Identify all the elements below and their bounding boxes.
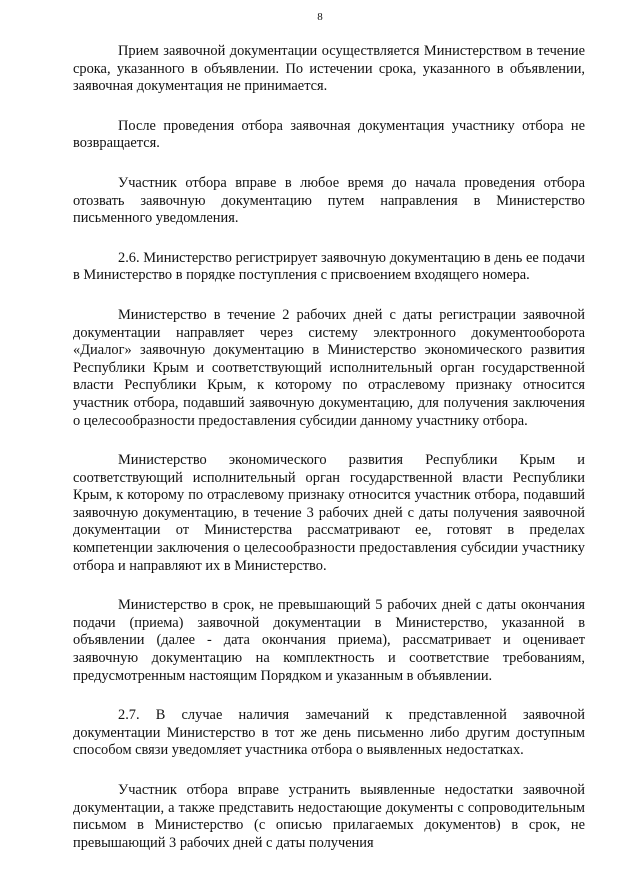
paragraph-completeness-check: Министерство в срок, не превышающий 5 рабочих дней с даты окончания подачи (приема) заявочной документации в Министерство, указанной в объявлении (далее - дата окончания приема), рассматривает и оценивает заявочную документацию на комплектность и соответствие требованиям, предусмотренным настоящим Порядком и указанным в объявлении. bbox=[73, 597, 585, 684]
paragraph-fix-deficiencies: Участник отбора вправе устранить выявленные недостатки заявочной документации, а также представить недостающие документы с сопроводительным письмом в Министерство (с описью прилагаемых документов) в срок, не превышающий 3 рабочих дней с даты получения bbox=[73, 782, 585, 851]
paragraph-review-conclusions: Министерство экономического развития Республики Крым и соответствующий исполнительный орган государственной власти Республики Крым, к которому по отраслевому признаку относится участник отбора, подавший заявочную документацию, в течение 3 рабочих дней с даты получения заявочной документации от Министерства рассматривают ее, готовят в пределах компетенции заключения о целесообразности предоставления субсидии участнику отбора и направляют их в Министерство. bbox=[73, 452, 585, 574]
paragraph-2-7-remarks: 2.7. В случае наличия замечаний к представленной заявочной документации Министерство в тот же день письменно либо другим доступным способом связи уведомляет участника отбора о выявленных недостатках. bbox=[73, 707, 585, 759]
paragraph-no-return: После проведения отбора заявочная документация участнику отбора не возвращается. bbox=[73, 117, 585, 152]
paragraph-withdrawal: Участник отбора вправе в любое время до начала проведения отбора отозвать заявочную документацию путем направления в Министерство письменного уведомления. bbox=[73, 174, 585, 227]
page-number: 8 bbox=[317, 11, 323, 23]
document-body bbox=[73, 43, 585, 874]
paragraph-forwarding: Министерство в течение 2 рабочих дней с даты регистрации заявочной документации направляет через систему электронного документооборота «Диалог» заявочную документацию в Министерство экономического развития Республики Крым и соответствующий исполнительный орган государственной власти Республики Крым, к которому по отраслевому признаку относится участник отбора, подавший заявочную документацию, для получения заключения о целесообразности предоставления субсидии данному участнику отбора. bbox=[73, 306, 585, 429]
paragraph-submission-period: Прием заявочной документации осуществляется Министерством в течение срока, указанного в объявлении. По истечении срока, указанного в объявлении, заявочная документация не принимается. bbox=[73, 43, 585, 95]
paragraph-2-6-registration: 2.6. Министерство регистрирует заявочную документацию в день ее подачи в Министерство в порядке поступления с присвоением входящего номера. bbox=[73, 249, 585, 284]
